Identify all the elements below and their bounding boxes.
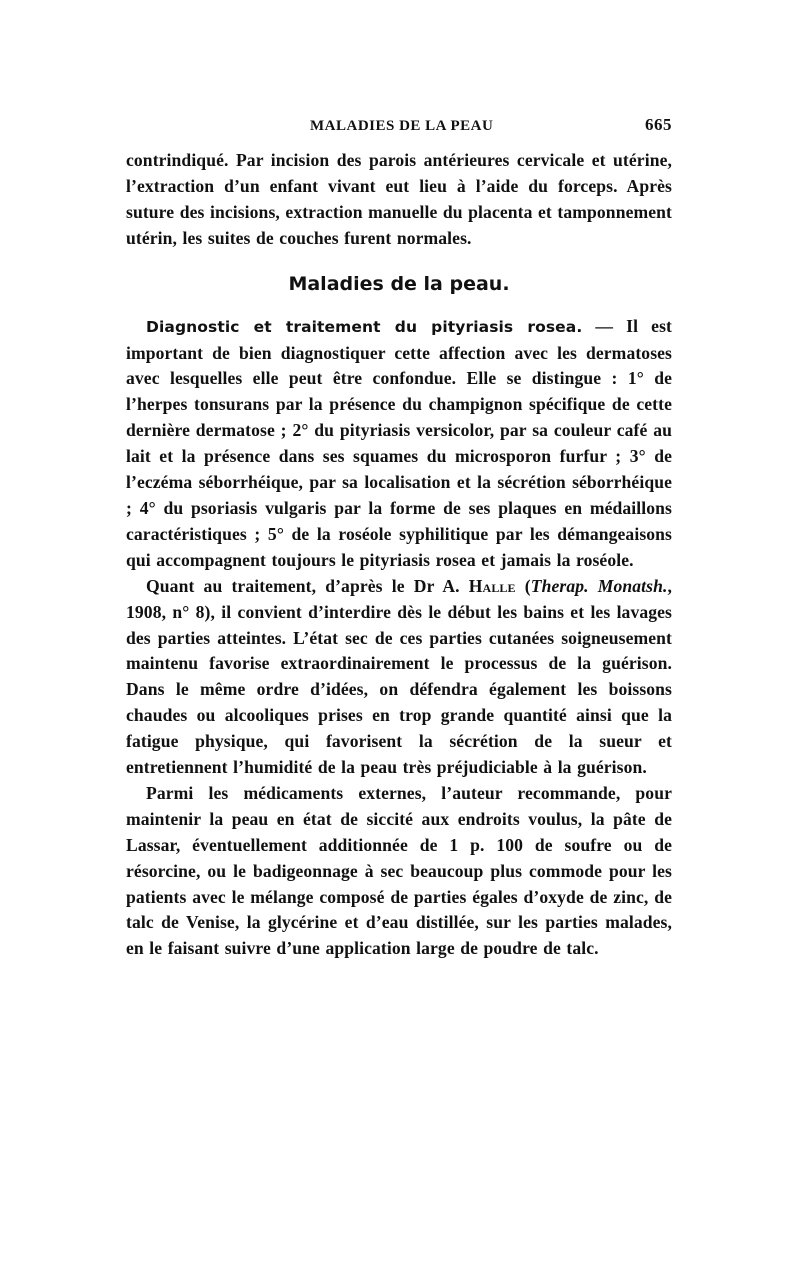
article-lead-title: Diagnostic et traitement du pityriasis rosea. — [146, 317, 583, 336]
author-name: Halle — [468, 575, 516, 596]
running-header — [126, 115, 672, 148]
paragraph-continuation: contrindiqué. Par incision des parois antérieures cervicale et utérine, l’extraction d’un enfant vivant eut lieu à l’aide du forceps. Après suture des incisions, extraction manuelle du placenta et tamponnement utérin, les suites de couches furent normales. — [126, 150, 672, 248]
paragraph-treatment-part-b: ( — [515, 575, 531, 596]
paragraph-medications: Parmi les médicaments externes, l’auteur recommande, pour maintenir la peau en état de siccité aux endroits voulus, la pâte de Lassar, éventuellement additionnée de 1 p. 100 de soufre ou de résorcine, ou le badigeonnage à sec beaucoup plus commode pour les patients avec le mélange composé de parties égales d’oxyde de zinc, de talc de Venise, la glycérine et d’eau distillée, sur les parties malades, en le faisant suivre d’une application large de poudre de talc. — [126, 782, 672, 959]
paragraph-treatment-part-c: , 1908, n° 8), il convient d’interdire dès le début les bains et les lavages des parties atteintes. L’état sec de ces parties cutanées soigneusement maintenu favorise extraordinairement le processus de la guérison. Dans le même ordre d’idées, on défendra également les boissons chaudes ou alcooliques prises en trop grande quantité ainsi que la fatigue physique, qui favorisent la sécrétion de la sueur et entretiennent l’humidité de la peau très préjudiciable à la guérison. — [126, 575, 672, 778]
running-title: MALADIES DE LA PEAU — [310, 118, 494, 134]
book-page — [126, 115, 672, 962]
page-number: 665 — [645, 115, 672, 134]
paragraph-diagnostic — [126, 314, 672, 574]
paragraph-treatment — [126, 574, 672, 781]
paragraph-treatment-part-a: Quant au traitement, d’après le Dr A. — [146, 575, 469, 596]
section-title: Maladies de la peau. — [288, 272, 510, 295]
journal-reference: Therap. Monatsh. — [530, 575, 668, 596]
paragraph-diagnostic-text: — Il est important de bien diagnostiquer cette affection avec les dermatoses avec lesquelles elle peut être confondue. Elle se distingue : 1° de l’herpes tonsurans par la présence du champignon spécifique de cette dernière dermatose ; 2° du pityriasis versicolor, par sa couleur café au lait et la présence dans ses squames du microsporon furfur ; 3° de l’eczéma séborrhéique, par sa localisation et la sécrétion séborrhéique ; 4° du psoriasis vulgaris par la forme de ses plaques en médaillons caractéristiques ; 5° de la roséole syphilitique par les démangeaisons qui accompagnent toujours le pityriasis rosea et jamais la roséole. — [126, 315, 672, 570]
